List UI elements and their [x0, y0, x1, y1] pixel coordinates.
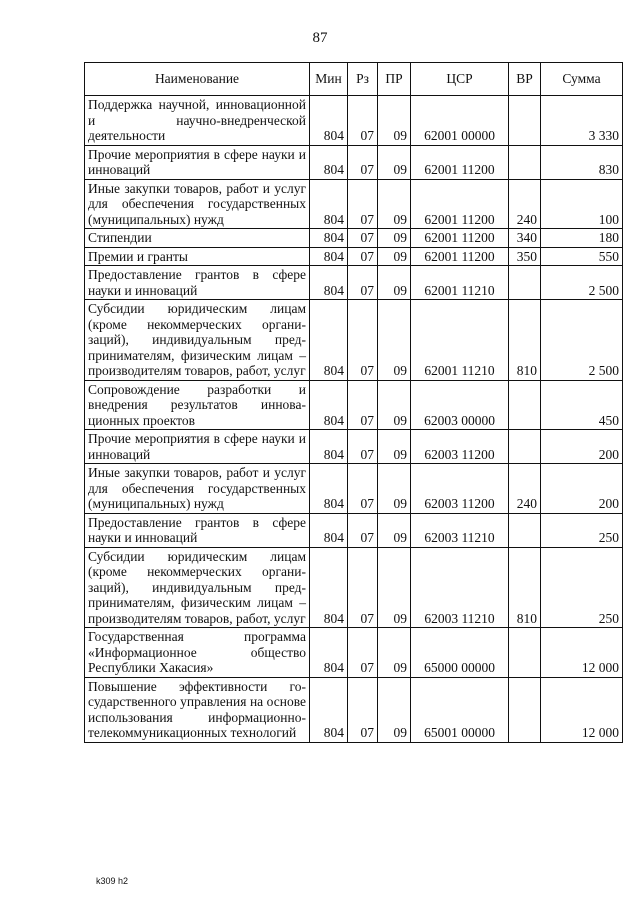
cell-pr: 09: [378, 628, 411, 678]
table-row: [85, 96, 623, 146]
cell-vr: [509, 96, 541, 146]
cell-sum: 550: [541, 247, 623, 266]
cell-csr: 62001 11200: [411, 247, 509, 266]
cell-pr: 09: [378, 179, 411, 229]
cell-min: 804: [310, 677, 348, 742]
cell-csr: 62001 11200: [411, 145, 509, 179]
cell-vr: 240: [509, 179, 541, 229]
cell-csr: 62003 11200: [411, 430, 509, 464]
cell-rz: 07: [348, 300, 378, 381]
cell-rz: 07: [348, 380, 378, 430]
cell-pr: 09: [378, 547, 411, 628]
table-row: [85, 430, 623, 464]
budget-table: [84, 62, 623, 743]
cell-min: 804: [310, 547, 348, 628]
cell-csr: 65001 00000: [411, 677, 509, 742]
cell-rz: 07: [348, 266, 378, 300]
cell-sum: 180: [541, 229, 623, 248]
cell-sum: 2 500: [541, 266, 623, 300]
cell-name: Предоставление грантов в сфере науки и инноваций: [85, 266, 310, 300]
table-row: [85, 229, 623, 248]
table-row: [85, 380, 623, 430]
cell-csr: 62001 11200: [411, 229, 509, 248]
footer-code: k309 h2: [96, 876, 129, 886]
table-row: [85, 628, 623, 678]
cell-min: 804: [310, 300, 348, 381]
cell-csr: 65000 00000: [411, 628, 509, 678]
cell-sum: 100: [541, 179, 623, 229]
cell-vr: [509, 380, 541, 430]
cell-vr: [509, 513, 541, 547]
table-body: [85, 96, 623, 743]
cell-name: Повышение эффективности государственного управления на основе использования информационно-телекоммуникационных технологий: [85, 677, 310, 742]
cell-vr: 810: [509, 547, 541, 628]
cell-csr: 62003 11200: [411, 464, 509, 514]
cell-sum: 2 500: [541, 300, 623, 381]
table-row: [85, 179, 623, 229]
cell-name: Поддержка научной, инновационной и научно-внедренческой деятельности: [85, 96, 310, 146]
header-sum: Сумма: [541, 63, 623, 96]
header-name: Наименование: [85, 63, 310, 96]
cell-min: 804: [310, 628, 348, 678]
cell-sum: 200: [541, 464, 623, 514]
cell-name: Прочие мероприятия в сфере науки и инноваций: [85, 430, 310, 464]
cell-min: 804: [310, 145, 348, 179]
cell-name: Иные закупки товаров, работ и услуг для обеспечения государственных (муниципальных) нужд: [85, 464, 310, 514]
cell-sum: 830: [541, 145, 623, 179]
cell-pr: 09: [378, 513, 411, 547]
cell-rz: 07: [348, 547, 378, 628]
table-row: [85, 547, 623, 628]
cell-pr: 09: [378, 229, 411, 248]
cell-vr: 240: [509, 464, 541, 514]
table-row: [85, 513, 623, 547]
cell-name: Государственная программа «Информационное общество Республики Хакасия»: [85, 628, 310, 678]
cell-sum: 200: [541, 430, 623, 464]
cell-sum: 12 000: [541, 677, 623, 742]
cell-pr: 09: [378, 96, 411, 146]
table-header-row: [85, 63, 623, 96]
cell-rz: 07: [348, 229, 378, 248]
table-row: [85, 266, 623, 300]
cell-pr: 09: [378, 464, 411, 514]
cell-sum: 3 330: [541, 96, 623, 146]
cell-rz: 07: [348, 677, 378, 742]
cell-pr: 09: [378, 430, 411, 464]
cell-pr: 09: [378, 677, 411, 742]
table-row: [85, 677, 623, 742]
cell-name: Сопровождение разработки и внедрения результатов инновационных проектов: [85, 380, 310, 430]
cell-rz: 07: [348, 96, 378, 146]
cell-min: 804: [310, 96, 348, 146]
cell-name: Стипендии: [85, 229, 310, 248]
cell-vr: [509, 145, 541, 179]
cell-csr: 62001 11200: [411, 179, 509, 229]
table-row: [85, 464, 623, 514]
cell-pr: 09: [378, 266, 411, 300]
cell-vr: [509, 677, 541, 742]
cell-csr: 62003 11210: [411, 513, 509, 547]
header-csr: ЦСР: [411, 63, 509, 96]
cell-rz: 07: [348, 247, 378, 266]
cell-name: Предоставление грантов в сфере науки и инноваций: [85, 513, 310, 547]
table-row: [85, 145, 623, 179]
cell-name: Иные закупки товаров, работ и услуг для обеспечения государственных (муниципальных) нужд: [85, 179, 310, 229]
header-rz: Рз: [348, 63, 378, 96]
table-row: [85, 300, 623, 381]
cell-rz: 07: [348, 145, 378, 179]
cell-rz: 07: [348, 513, 378, 547]
cell-csr: 62003 11210: [411, 547, 509, 628]
cell-vr: [509, 430, 541, 464]
cell-vr: 340: [509, 229, 541, 248]
cell-min: 804: [310, 464, 348, 514]
header-pr: ПР: [378, 63, 411, 96]
cell-min: 804: [310, 179, 348, 229]
cell-vr: [509, 628, 541, 678]
cell-name: Субсидии юридическим лицам (кроме некоммерческих организаций), индивидуальным предпринимателям, физическим лицам – производителям товаров, работ, услуг: [85, 547, 310, 628]
cell-min: 804: [310, 229, 348, 248]
cell-name: Прочие мероприятия в сфере науки и инноваций: [85, 145, 310, 179]
cell-rz: 07: [348, 179, 378, 229]
cell-min: 804: [310, 266, 348, 300]
cell-rz: 07: [348, 430, 378, 464]
cell-csr: 62001 11210: [411, 300, 509, 381]
cell-pr: 09: [378, 380, 411, 430]
cell-name: Субсидии юридическим лицам (кроме некоммерческих организаций), индивидуальным предпринимателям, физическим лицам – производителям товаров, работ, услуг: [85, 300, 310, 381]
cell-rz: 07: [348, 628, 378, 678]
cell-csr: 62003 00000: [411, 380, 509, 430]
cell-min: 804: [310, 380, 348, 430]
cell-sum: 250: [541, 513, 623, 547]
cell-min: 804: [310, 513, 348, 547]
cell-vr: [509, 266, 541, 300]
cell-csr: 62001 11210: [411, 266, 509, 300]
cell-pr: 09: [378, 300, 411, 381]
cell-name: Премии и гранты: [85, 247, 310, 266]
cell-vr: 810: [509, 300, 541, 381]
cell-vr: 350: [509, 247, 541, 266]
page-number: 87: [312, 30, 328, 46]
cell-pr: 09: [378, 247, 411, 266]
cell-sum: 12 000: [541, 628, 623, 678]
cell-sum: 450: [541, 380, 623, 430]
cell-min: 804: [310, 430, 348, 464]
cell-pr: 09: [378, 145, 411, 179]
cell-sum: 250: [541, 547, 623, 628]
header-vr: ВР: [509, 63, 541, 96]
cell-rz: 07: [348, 464, 378, 514]
cell-csr: 62001 00000: [411, 96, 509, 146]
cell-min: 804: [310, 247, 348, 266]
table-row: [85, 247, 623, 266]
header-min: Мин: [310, 63, 348, 96]
